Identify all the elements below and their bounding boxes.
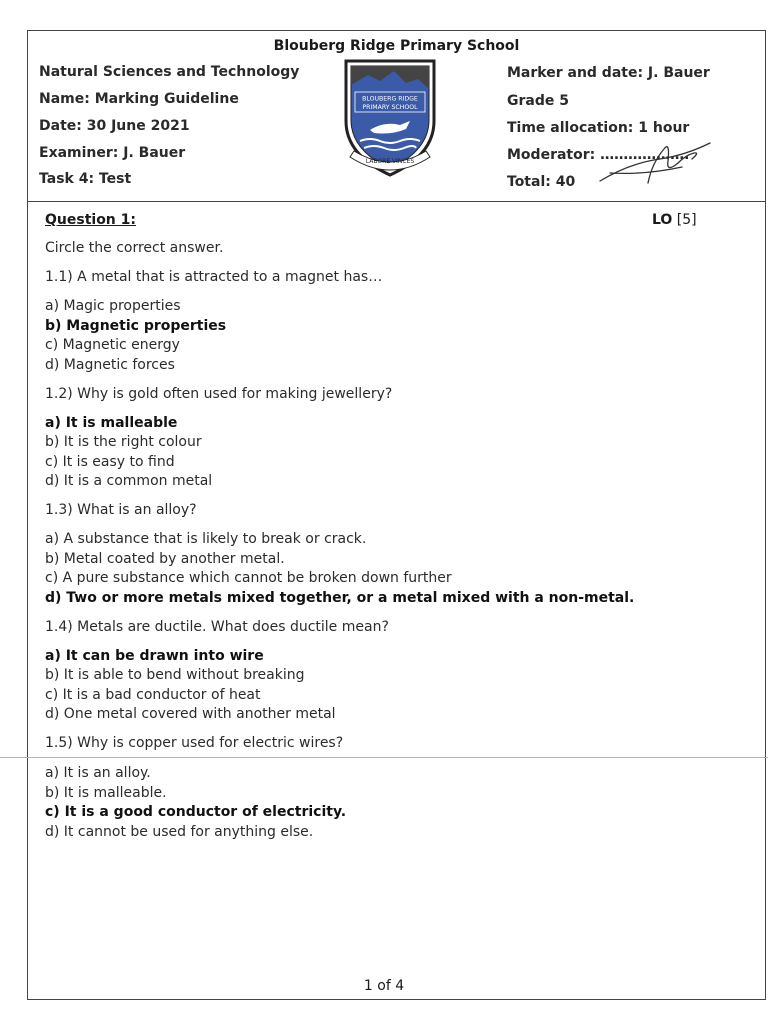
subject-label: Natural Sciences and Technology (39, 64, 300, 80)
examiner-label: Examiner: J. Bauer (39, 145, 186, 161)
option-1-1-a: a) Magic properties (45, 298, 181, 314)
option-1-2-b: b) It is the right colour (45, 434, 202, 450)
option-1-5-c-correct: c) It is a good conductor of electricity. (45, 804, 347, 820)
test-sheet (27, 30, 766, 1000)
option-1-2-a-correct: a) It is malleable (45, 415, 178, 431)
option-1-4-c: c) It is a bad conductor of heat (45, 687, 261, 703)
lo-label: LO (652, 212, 673, 228)
option-1-2-d: d) It is a common metal (45, 473, 213, 489)
option-1-4-b: b) It is able to bend without breaking (45, 667, 305, 683)
option-1-3-a: a) A substance that is likely to break or crack. (45, 531, 367, 547)
crest-line-1: BLOUBERG RIDGE (362, 95, 418, 103)
grade-label: Grade 5 (507, 93, 569, 109)
total-label: Total: 40 (507, 174, 576, 190)
time-allocation-label: Time allocation: 1 hour (507, 120, 690, 136)
name-label: Name: Marking Guideline (39, 91, 239, 107)
moderator-signature (590, 133, 720, 193)
scan-fold-line (0, 757, 768, 758)
lo-marks (652, 212, 697, 228)
option-1-3-b: b) Metal coated by another metal. (45, 551, 285, 567)
marker-label: Marker and date: J. Bauer (507, 65, 710, 81)
question-1-4-stem: 1.4) Metals are ductile. What does ductile mean? (45, 619, 389, 635)
motto-text: LABORE VINCES (365, 158, 415, 165)
question-1-5-stem: 1.5) Why is copper used for electric wires? (45, 735, 344, 751)
option-1-1-b-correct: b) Magnetic properties (45, 318, 227, 334)
date-label: Date: 30 June 2021 (39, 118, 190, 134)
question-1-3-stem: 1.3) What is an alloy? (45, 502, 197, 518)
option-1-5-a: a) It is an alloy. (45, 765, 151, 781)
moderator-label: Moderator: ………………. (507, 147, 690, 163)
lo-marks-value: [5] (676, 212, 697, 228)
question-1-2-stem: 1.2) Why is gold often used for making jewellery? (45, 386, 393, 402)
school-name: Blouberg Ridge Primary School (273, 38, 520, 54)
instruction-text: Circle the correct answer. (45, 240, 224, 256)
option-1-1-c: c) Magnetic energy (45, 337, 180, 353)
school-crest-logo (340, 59, 440, 179)
option-1-3-c: c) A pure substance which cannot be broken down further (45, 570, 452, 586)
question-1-1-stem: 1.1) A metal that is attracted to a magnet has… (45, 269, 383, 285)
task-label: Task 4: Test (39, 171, 132, 187)
option-1-4-a-correct: a) It can be drawn into wire (45, 648, 264, 664)
header-box (28, 31, 765, 202)
page-number: 1 of 4 (363, 978, 405, 994)
option-1-3-d-correct: d) Two or more metals mixed together, or a metal mixed with a non-metal. (45, 590, 635, 606)
option-1-2-c: c) It is easy to find (45, 454, 175, 470)
crest-line-2: PRIMARY SCHOOL (362, 104, 418, 111)
question-title: Question 1: (45, 212, 136, 228)
option-1-4-d: d) One metal covered with another metal (45, 706, 336, 722)
option-1-5-d: d) It cannot be used for anything else. (45, 824, 314, 840)
option-1-5-b: b) It is malleable. (45, 785, 167, 801)
option-1-1-d: d) Magnetic forces (45, 357, 175, 373)
